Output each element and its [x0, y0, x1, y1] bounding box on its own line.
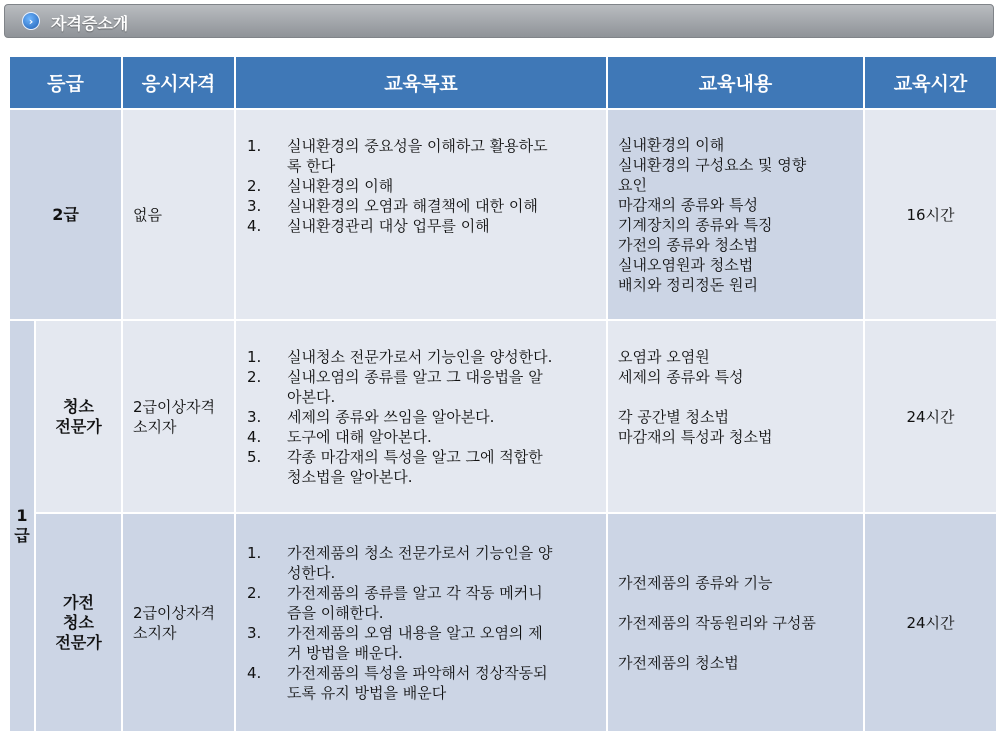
goal-number: 4.: [247, 217, 262, 235]
goal-text: 실내청소 전문가로서 기능인을 양성한다.: [287, 347, 553, 366]
goals-cell: [235, 320, 607, 513]
grade-line: 청소: [63, 396, 94, 416]
grade-line: 청소: [63, 612, 94, 632]
goal-number: 5.: [247, 447, 262, 466]
goal-text: 아본다.: [287, 387, 336, 406]
goal-number: 3.: [247, 197, 262, 215]
goal-item: [247, 367, 595, 407]
goal-text: 청소법을 알아본다.: [287, 467, 413, 486]
goal-text: 도록 유지 방법을 배운다: [287, 683, 447, 702]
chevron-right-circle-icon: ›: [22, 12, 40, 30]
section-title: 자격증소개: [51, 14, 129, 33]
goal-text: 성한다.: [287, 563, 336, 582]
content-line: 각 공간별 청소법: [618, 408, 729, 426]
contents-cell: [607, 109, 864, 320]
column-header-qualification: 응시자격: [122, 56, 235, 109]
certificate-table: [8, 55, 998, 733]
grade-line: 전문가: [55, 632, 102, 652]
goal-number: 4.: [247, 427, 262, 446]
goal-number: 2.: [247, 583, 262, 602]
goal-text: 거 방법을 배운다.: [287, 643, 403, 662]
qualification-line: 2급이상자격: [133, 397, 215, 416]
goal-text: 실내환경의 이해: [287, 177, 394, 195]
grade-cell: [35, 320, 122, 513]
goal-number: 1.: [247, 543, 262, 562]
goal-item: [247, 176, 595, 196]
goals-cell: [235, 513, 607, 732]
goal-text: 각종 마감재의 특성을 알고 그에 적합한: [287, 447, 543, 466]
content-line: [618, 593, 862, 613]
goal-text: 실내오염의 종류를 알고 그 대응법을 알: [287, 367, 543, 386]
table-row: [9, 513, 997, 732]
hours-cell: 24시간: [864, 320, 997, 513]
content-line: 가전제품의 종류와 기능: [618, 573, 773, 592]
goal-text: 가전제품의 청소 전문가로서 기능인을 양: [287, 543, 553, 562]
goal-text: 도구에 대해 알아본다.: [287, 427, 432, 446]
contents-cell: [607, 320, 864, 513]
goal-item: [247, 543, 595, 583]
goal-item: [247, 196, 595, 216]
column-header-contents: 교육내용: [607, 56, 864, 109]
goal-text: 실내환경의 중요성을 이해하고 활용하도: [287, 137, 548, 155]
goal-item: [247, 136, 595, 176]
content-line: [618, 387, 862, 407]
content-line: 기계장치의 종류와 특징: [618, 215, 773, 234]
goal-item: [247, 427, 595, 447]
goals-cell: [235, 109, 607, 320]
goal-number: 3.: [247, 623, 262, 642]
column-header-grade: 등급: [9, 56, 122, 109]
goal-item: [247, 347, 595, 367]
goal-text: 가전제품의 종류를 알고 각 작동 메커니: [287, 583, 543, 602]
hours-cell: 24시간: [864, 513, 997, 732]
content-line: 오염과 오염원: [618, 348, 710, 366]
content-line: 가전제품의 작동원리와 구성품: [618, 613, 816, 632]
goal-text: 록 한다: [287, 157, 336, 175]
grade-line: 가전: [63, 592, 94, 612]
goal-item: [247, 216, 595, 236]
content-line: 가전제품의 청소법: [618, 653, 739, 672]
qualification-line: 소지자: [133, 623, 177, 642]
content-line: 실내오염원과 청소법: [618, 255, 754, 274]
content-line: [618, 633, 862, 653]
grade-1-number: 1: [16, 506, 28, 525]
qualification-cell: [122, 320, 235, 513]
content-line: 세제의 종류와 특성: [618, 368, 744, 386]
qualification-line: 소지자: [133, 417, 177, 436]
goal-text: 실내환경관리 대상 업무를 이해: [287, 217, 490, 235]
goal-number: 3.: [247, 407, 262, 426]
goal-text: 가전제품의 오염 내용을 알고 오염의 제: [287, 623, 543, 642]
grade-1-suffix: 급: [14, 526, 30, 545]
content-line: 실내환경의 이해: [618, 135, 725, 154]
grade-cell: 2급: [9, 109, 122, 320]
content-line: 실내환경의 구성요소 및 영향: [618, 155, 807, 174]
grade-1-group-cell: [9, 320, 35, 732]
column-header-hours: 교육시간: [864, 56, 997, 109]
goal-text: 세제의 종류와 쓰임을 알아본다.: [287, 407, 495, 426]
content-line: 가전의 종류와 청소법: [618, 235, 758, 254]
goal-text: 실내환경의 오염과 해결책에 대한 이해: [287, 197, 538, 215]
contents-cell: [607, 513, 864, 732]
hours-cell: 16시간: [864, 109, 997, 320]
goal-number: 4.: [247, 663, 262, 682]
content-line: 배치와 정리정돈 원리: [618, 275, 758, 294]
section-title-bar: [4, 4, 994, 38]
goal-item: [247, 583, 595, 623]
qualification-cell: [122, 513, 235, 732]
content-line: 마감재의 종류와 특성: [618, 195, 758, 214]
qualification-line: 없음: [133, 205, 162, 224]
goal-item: [247, 663, 595, 703]
qualification-cell: [122, 109, 235, 320]
goal-text: 가전제품의 특성을 파악해서 정상작동되: [287, 663, 548, 682]
grade-cell: [35, 513, 122, 732]
goal-number: 2.: [247, 367, 262, 386]
table-row: [9, 320, 997, 513]
content-line: 마감재의 특성과 청소법: [618, 428, 773, 446]
table-header-row: [9, 56, 997, 109]
column-header-goals: 교육목표: [235, 56, 607, 109]
goal-text: 즘을 이해한다.: [287, 603, 384, 622]
goal-item: [247, 447, 595, 487]
goal-item: [247, 623, 595, 663]
goal-number: 2.: [247, 177, 262, 195]
content-line: 요인: [618, 175, 647, 194]
grade-line: 전문가: [55, 416, 102, 436]
goal-item: [247, 407, 595, 427]
goal-number: 1.: [247, 137, 262, 155]
table-row: [9, 109, 997, 320]
goal-number: 1.: [247, 347, 262, 366]
qualification-line: 2급이상자격: [133, 603, 215, 622]
